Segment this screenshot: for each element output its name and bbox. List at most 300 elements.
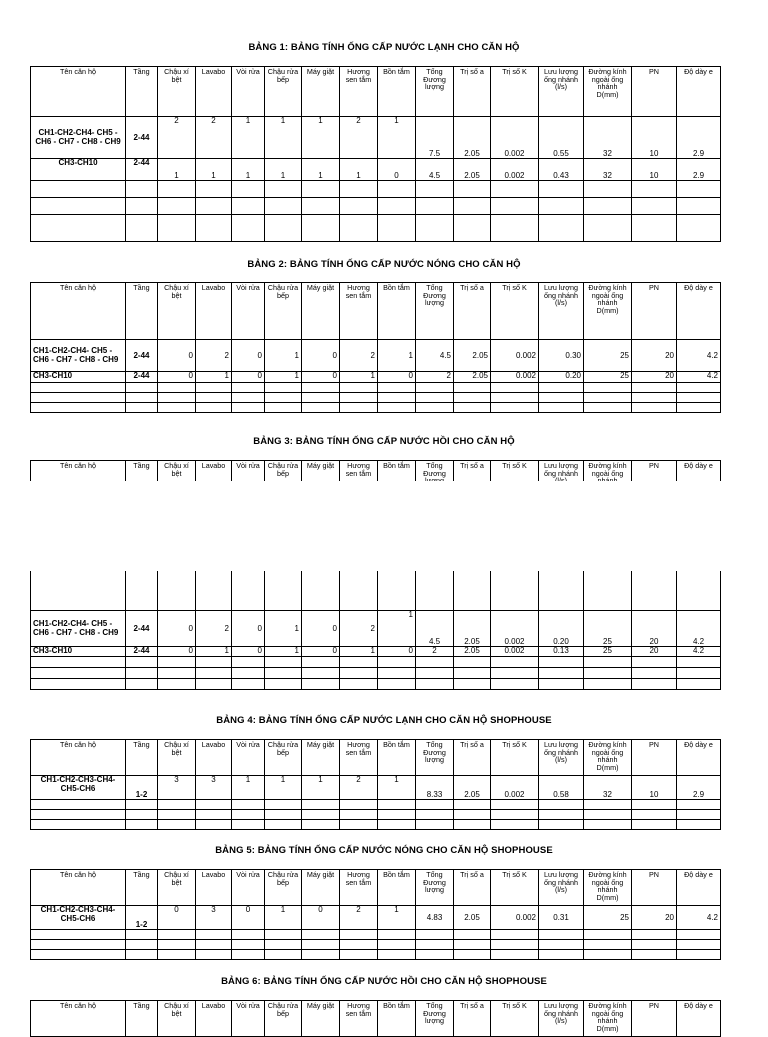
table-cell bbox=[539, 198, 584, 215]
table-cell: 0 bbox=[232, 372, 265, 383]
col-header-thickness: Độ dày e bbox=[677, 67, 721, 117]
table-cell bbox=[265, 820, 302, 830]
table-cell: 2 bbox=[340, 117, 378, 159]
col-header-diameter: Đường kính ngoài ống nhánh D(mm) bbox=[584, 67, 632, 117]
table-cell: 0 bbox=[378, 372, 416, 383]
table-cell bbox=[491, 820, 539, 830]
table-cell bbox=[340, 930, 378, 940]
table-cell: 1 bbox=[378, 906, 416, 930]
table-cell bbox=[31, 403, 126, 413]
table-cell bbox=[416, 679, 454, 690]
table-cell: 1 bbox=[302, 117, 340, 159]
table-cell: 0.58 bbox=[539, 776, 584, 800]
table-cell: CH1-CH2-CH3-CH4-CH5-CH6 bbox=[31, 906, 126, 930]
col-header-faucet: Vòi rửa bbox=[232, 67, 265, 117]
table-cell bbox=[158, 403, 196, 413]
table-cell: 0.002 bbox=[491, 776, 539, 800]
table-cell: 1 bbox=[196, 159, 232, 181]
column-header: Hương sen tắm bbox=[340, 870, 378, 906]
column-header: Vòi rửa bbox=[232, 461, 265, 611]
table-cell: 0.002 bbox=[491, 647, 539, 657]
table-cell bbox=[302, 393, 340, 403]
table-cell: 0 bbox=[158, 647, 196, 657]
table-cell bbox=[677, 940, 721, 950]
table-cell bbox=[31, 215, 126, 242]
table-cell bbox=[31, 198, 126, 215]
table-cell bbox=[158, 950, 196, 960]
table-cell: 3 bbox=[158, 776, 196, 800]
table-cell: 10 bbox=[632, 117, 677, 159]
table-cell bbox=[677, 403, 721, 413]
table-cell: 0.30 bbox=[539, 340, 584, 372]
table-cell bbox=[126, 181, 158, 198]
table-cell: 2.05 bbox=[454, 159, 491, 181]
table4-title: BẢNG 4: BẢNG TÍNH ỐNG CẤP NƯỚC LẠNH CHO CĂN HỘ SHOPHOUSE bbox=[216, 715, 552, 726]
table-cell bbox=[302, 810, 340, 820]
table-cell bbox=[31, 181, 126, 198]
table-cell bbox=[126, 403, 158, 413]
table-cell bbox=[302, 657, 340, 668]
table-cell: 1 bbox=[378, 117, 416, 159]
table-cell bbox=[491, 215, 539, 242]
column-header: Bồn tắm bbox=[378, 1001, 416, 1037]
table-row bbox=[31, 800, 721, 810]
table-cell bbox=[454, 940, 491, 950]
table-cell bbox=[31, 950, 126, 960]
column-header: PN bbox=[632, 283, 677, 340]
table-cell bbox=[454, 810, 491, 820]
table-cell bbox=[584, 215, 632, 242]
column-header: Hương sen tắm bbox=[340, 1001, 378, 1037]
table-cell bbox=[265, 657, 302, 668]
table-cell bbox=[265, 215, 302, 242]
table-cell: 25 bbox=[584, 906, 632, 930]
table-cell bbox=[491, 403, 539, 413]
table5-title: BẢNG 5: BẢNG TÍNH ỐNG CẤP NƯỚC NÓNG CHO CĂN HỘ SHOPHOUSE bbox=[215, 845, 553, 856]
table3-title: BẢNG 3: BẢNG TÍNH ỐNG CẤP NƯỚC HỒI CHO CĂN HỘ bbox=[253, 436, 515, 447]
table-cell bbox=[158, 383, 196, 393]
table-cell: 1 bbox=[340, 647, 378, 657]
table-cell bbox=[158, 930, 196, 940]
table-cell: 2.05 bbox=[454, 340, 491, 372]
table-cell bbox=[632, 215, 677, 242]
table-cell: 0.002 bbox=[491, 611, 539, 647]
table-cell bbox=[302, 403, 340, 413]
col-header-washer: Máy giặt bbox=[302, 67, 340, 117]
table-cell: 2.05 bbox=[454, 906, 491, 930]
table-cell: CH1-CH2-CH3-CH4-CH5-CH6 bbox=[31, 776, 126, 800]
table-row bbox=[31, 215, 721, 242]
table-cell: 2-44 bbox=[126, 647, 158, 657]
table-cell: 1 bbox=[265, 776, 302, 800]
table-cell: 1 bbox=[232, 159, 265, 181]
table-cell bbox=[416, 393, 454, 403]
table-cell: 0 bbox=[158, 372, 196, 383]
table-cell bbox=[416, 657, 454, 668]
col-header-floor: Tầng bbox=[126, 67, 158, 117]
table-cell: 20 bbox=[632, 372, 677, 383]
table-cell: 0 bbox=[232, 906, 265, 930]
table-cell: 0 bbox=[378, 159, 416, 181]
table-cell: 1 bbox=[232, 776, 265, 800]
table-cell bbox=[454, 393, 491, 403]
table-cell bbox=[31, 930, 126, 940]
column-header: Chậu rửa bếp bbox=[265, 1001, 302, 1037]
table-cell: 10 bbox=[632, 159, 677, 181]
table-cell bbox=[196, 657, 232, 668]
table-cell bbox=[632, 810, 677, 820]
column-header: Chậu rửa bếp bbox=[265, 283, 302, 340]
column-header: Tổng Đương lượng bbox=[416, 870, 454, 906]
table-cell bbox=[302, 940, 340, 950]
table-cell: 1 bbox=[378, 776, 416, 800]
table-cell: 1 bbox=[265, 906, 302, 930]
table-cell: 2 bbox=[196, 340, 232, 372]
table-cell: 2 bbox=[196, 611, 232, 647]
col-header-kitchen-sink: Chậu rửa bếp bbox=[265, 67, 302, 117]
table-cell bbox=[265, 930, 302, 940]
table-cell bbox=[378, 403, 416, 413]
column-header: Máy giặt bbox=[302, 740, 340, 776]
table-cell bbox=[378, 950, 416, 960]
column-header: Đường kính ngoài ống nhánh D(mm) bbox=[584, 740, 632, 776]
table-cell bbox=[491, 930, 539, 940]
column-header: Trị số K bbox=[491, 870, 539, 906]
table-cell: 0 bbox=[302, 906, 340, 930]
table-cell bbox=[378, 668, 416, 679]
table-cell bbox=[584, 393, 632, 403]
table-cell: 2 bbox=[416, 372, 454, 383]
table-cell: 0.31 bbox=[539, 906, 584, 930]
column-header: Đường kính ngoài ống nhánh D(mm) bbox=[584, 1001, 632, 1037]
table-cell bbox=[584, 668, 632, 679]
table-cell: 0.13 bbox=[539, 647, 584, 657]
table-cell bbox=[677, 930, 721, 940]
table-row bbox=[31, 403, 721, 413]
column-header: Trị số a bbox=[454, 1001, 491, 1037]
table-cell bbox=[196, 679, 232, 690]
table-cell bbox=[196, 810, 232, 820]
table-cell bbox=[454, 930, 491, 940]
table-cell bbox=[378, 820, 416, 830]
column-header: Tầng bbox=[126, 1001, 158, 1037]
column-header: Chậu rửa bếp bbox=[265, 461, 302, 611]
table-cell: 20 bbox=[632, 340, 677, 372]
table-cell bbox=[232, 679, 265, 690]
table-cell: 3 bbox=[196, 776, 232, 800]
table-cell: 1 bbox=[265, 647, 302, 657]
table-cell bbox=[302, 820, 340, 830]
table-cell bbox=[632, 679, 677, 690]
table-cell: 0 bbox=[158, 340, 196, 372]
table-cell bbox=[196, 820, 232, 830]
table-cell bbox=[677, 181, 721, 198]
table-cell bbox=[491, 679, 539, 690]
table-cell bbox=[584, 679, 632, 690]
table-cell bbox=[378, 679, 416, 690]
column-header: Vòi rửa bbox=[232, 870, 265, 906]
col-header-k: Trị số K bbox=[491, 67, 539, 117]
table-cell bbox=[302, 668, 340, 679]
table-cell bbox=[632, 950, 677, 960]
table5 bbox=[30, 869, 721, 960]
table-cell bbox=[416, 810, 454, 820]
table-cell bbox=[31, 668, 126, 679]
column-header: Lưu lượng ống nhánh (l/s) bbox=[539, 870, 584, 906]
table-cell bbox=[584, 950, 632, 960]
table-cell bbox=[340, 810, 378, 820]
col-header-pn: PN bbox=[632, 67, 677, 117]
table-cell: 1 bbox=[265, 340, 302, 372]
table-cell: 25 bbox=[584, 372, 632, 383]
table-cell: 3 bbox=[196, 906, 232, 930]
table-cell: 0.002 bbox=[491, 340, 539, 372]
table-cell bbox=[539, 800, 584, 810]
table-cell bbox=[232, 198, 265, 215]
table-cell bbox=[126, 383, 158, 393]
column-header: Trị số a bbox=[454, 461, 491, 611]
table-cell bbox=[491, 950, 539, 960]
column-header: Máy giặt bbox=[302, 461, 340, 611]
table-cell bbox=[232, 930, 265, 940]
table-cell bbox=[232, 181, 265, 198]
table-cell bbox=[539, 679, 584, 690]
table-cell bbox=[340, 198, 378, 215]
table-cell: 32 bbox=[584, 159, 632, 181]
table-cell: 2-44 bbox=[126, 159, 158, 181]
table-cell: 32 bbox=[584, 117, 632, 159]
table-cell bbox=[31, 820, 126, 830]
table-row bbox=[31, 776, 721, 800]
column-header: Trị số K bbox=[491, 461, 539, 611]
column-header: Tầng bbox=[126, 461, 158, 611]
page-break-gap bbox=[0, 481, 768, 571]
table-cell bbox=[491, 657, 539, 668]
column-header: Tên căn hộ bbox=[31, 870, 126, 906]
table-cell bbox=[584, 800, 632, 810]
table-cell bbox=[677, 215, 721, 242]
table-cell: 2.05 bbox=[454, 611, 491, 647]
table-cell bbox=[196, 930, 232, 940]
table-cell bbox=[378, 181, 416, 198]
table-cell bbox=[539, 657, 584, 668]
column-header: PN bbox=[632, 870, 677, 906]
table-cell bbox=[584, 198, 632, 215]
table-cell bbox=[232, 820, 265, 830]
table-cell bbox=[491, 800, 539, 810]
table-cell bbox=[340, 679, 378, 690]
table1 bbox=[30, 66, 721, 242]
table-row bbox=[31, 820, 721, 830]
table-cell bbox=[340, 215, 378, 242]
table-cell bbox=[584, 403, 632, 413]
table-cell bbox=[416, 930, 454, 940]
table-row bbox=[31, 668, 721, 679]
table-cell bbox=[265, 668, 302, 679]
column-header: Bồn tắm bbox=[378, 461, 416, 611]
table-cell bbox=[378, 800, 416, 810]
column-header: Vòi rửa bbox=[232, 740, 265, 776]
column-header: Tầng bbox=[126, 740, 158, 776]
table-cell bbox=[126, 198, 158, 215]
table-cell bbox=[454, 181, 491, 198]
table-cell bbox=[539, 215, 584, 242]
table-cell bbox=[232, 215, 265, 242]
column-header: Lưu lượng ống nhánh bbox=[539, 461, 584, 611]
column-header: Lavabo bbox=[196, 461, 232, 611]
table-cell: 2-44 bbox=[126, 117, 158, 159]
col-header-flow: Lưu lượng ống nhánh (l/s) bbox=[539, 67, 584, 117]
table-cell: 0 bbox=[302, 340, 340, 372]
column-header: Lavabo bbox=[196, 1001, 232, 1037]
table-cell: 0.002 bbox=[491, 117, 539, 159]
table-cell: 2.05 bbox=[454, 117, 491, 159]
table-cell bbox=[232, 950, 265, 960]
table-cell bbox=[126, 820, 158, 830]
table-row bbox=[31, 198, 721, 215]
table-cell bbox=[677, 800, 721, 810]
col-header-shower: Hương sen tắm bbox=[340, 67, 378, 117]
table-cell: CH1-CH2-CH4- CH5 - CH6 - CH7 - CH8 - CH9 bbox=[31, 117, 126, 159]
table1-title: BẢNG 1: BẢNG TÍNH ỐNG CẤP NƯỚC LẠNH CHO CĂN HỘ bbox=[248, 42, 520, 53]
table-cell: 0 bbox=[302, 611, 340, 647]
table-cell bbox=[340, 657, 378, 668]
table-cell bbox=[454, 215, 491, 242]
table-cell bbox=[126, 668, 158, 679]
table-cell bbox=[302, 181, 340, 198]
table-cell: 2.9 bbox=[677, 159, 721, 181]
column-header: Bồn tắm bbox=[378, 283, 416, 340]
table-cell bbox=[158, 657, 196, 668]
table-row bbox=[31, 393, 721, 403]
table-cell: 1 bbox=[378, 611, 416, 647]
table-cell bbox=[265, 383, 302, 393]
table-cell bbox=[416, 198, 454, 215]
table-cell bbox=[491, 198, 539, 215]
table-cell bbox=[265, 403, 302, 413]
table-cell bbox=[378, 657, 416, 668]
table-cell bbox=[340, 950, 378, 960]
table-cell bbox=[31, 940, 126, 950]
column-header: Chậu rửa bếp bbox=[265, 870, 302, 906]
table-cell: 1-2 bbox=[126, 776, 158, 800]
table-cell bbox=[454, 950, 491, 960]
column-header: Chậu xí bệt bbox=[158, 740, 196, 776]
header-row bbox=[31, 283, 721, 340]
table-cell: 0.002 bbox=[491, 372, 539, 383]
table-cell bbox=[632, 393, 677, 403]
table-cell: 1 bbox=[265, 159, 302, 181]
table-cell bbox=[539, 930, 584, 940]
table-cell bbox=[584, 181, 632, 198]
column-header: Trị số a bbox=[454, 283, 491, 340]
table-cell: 25 bbox=[584, 611, 632, 647]
table-cell bbox=[340, 668, 378, 679]
table-cell bbox=[31, 657, 126, 668]
table-cell bbox=[454, 657, 491, 668]
table-row bbox=[31, 383, 721, 393]
table-cell bbox=[232, 657, 265, 668]
table-cell: 0 bbox=[232, 647, 265, 657]
column-header: Máy giặt bbox=[302, 1001, 340, 1037]
table-row bbox=[31, 159, 721, 181]
table-cell: 0 bbox=[302, 372, 340, 383]
column-header: Vòi rửa bbox=[232, 1001, 265, 1037]
table-cell bbox=[454, 668, 491, 679]
table-cell: 2.9 bbox=[677, 117, 721, 159]
column-header: Trị số K bbox=[491, 1001, 539, 1037]
column-header: Lưu lượng ống nhánh (l/s) bbox=[539, 1001, 584, 1037]
table-cell: 0 bbox=[158, 611, 196, 647]
table-cell bbox=[265, 393, 302, 403]
table-cell bbox=[378, 383, 416, 393]
table-cell: 0 bbox=[232, 611, 265, 647]
table-cell bbox=[126, 800, 158, 810]
table-cell bbox=[491, 810, 539, 820]
table-row bbox=[31, 810, 721, 820]
column-header: Chậu rửa bếp bbox=[265, 740, 302, 776]
column-header: Chậu xí bệt bbox=[158, 283, 196, 340]
table-cell bbox=[126, 393, 158, 403]
table-cell bbox=[632, 181, 677, 198]
col-header-total: Tổng Đương lượng bbox=[416, 67, 454, 117]
table-cell bbox=[632, 820, 677, 830]
table-cell bbox=[340, 393, 378, 403]
table-cell bbox=[265, 940, 302, 950]
column-header: Tên căn hộ bbox=[31, 283, 126, 340]
table4 bbox=[30, 739, 721, 830]
table-cell bbox=[232, 800, 265, 810]
table-row bbox=[31, 950, 721, 960]
table-cell bbox=[232, 940, 265, 950]
table-cell: 0.55 bbox=[539, 117, 584, 159]
column-header: Tổng Đương lượng bbox=[416, 740, 454, 776]
column-header: Độ dày e bbox=[677, 283, 721, 340]
table-cell bbox=[158, 820, 196, 830]
table-cell bbox=[340, 800, 378, 810]
table-cell bbox=[302, 383, 340, 393]
table-cell bbox=[677, 383, 721, 393]
table-cell bbox=[491, 181, 539, 198]
table-cell bbox=[126, 810, 158, 820]
table-cell: 4.2 bbox=[677, 647, 721, 657]
table-row bbox=[31, 906, 721, 930]
table-cell bbox=[416, 950, 454, 960]
table-cell: 2 bbox=[158, 117, 196, 159]
column-header: Tầng bbox=[126, 283, 158, 340]
table-cell bbox=[539, 940, 584, 950]
table-cell: 1 bbox=[340, 372, 378, 383]
table-cell: CH3-CH10 bbox=[31, 372, 126, 383]
table-cell bbox=[378, 810, 416, 820]
table-cell: 32 bbox=[584, 776, 632, 800]
table-cell bbox=[454, 800, 491, 810]
table-cell bbox=[378, 940, 416, 950]
table-cell bbox=[584, 930, 632, 940]
table-cell bbox=[158, 679, 196, 690]
table-cell bbox=[158, 940, 196, 950]
table-cell bbox=[584, 657, 632, 668]
table-cell bbox=[126, 940, 158, 950]
col-header-name: Tên căn hộ bbox=[31, 67, 126, 117]
table-cell: 4.5 bbox=[416, 159, 454, 181]
col-header-toilet: Chậu xí bệt bbox=[158, 67, 196, 117]
column-header: Máy giặt bbox=[302, 283, 340, 340]
column-header: Độ dày e bbox=[677, 870, 721, 906]
column-header: Lưu lượng ống nhánh (l/s) bbox=[539, 740, 584, 776]
table-cell: 2.05 bbox=[454, 647, 491, 657]
column-header: Trị số K bbox=[491, 283, 539, 340]
